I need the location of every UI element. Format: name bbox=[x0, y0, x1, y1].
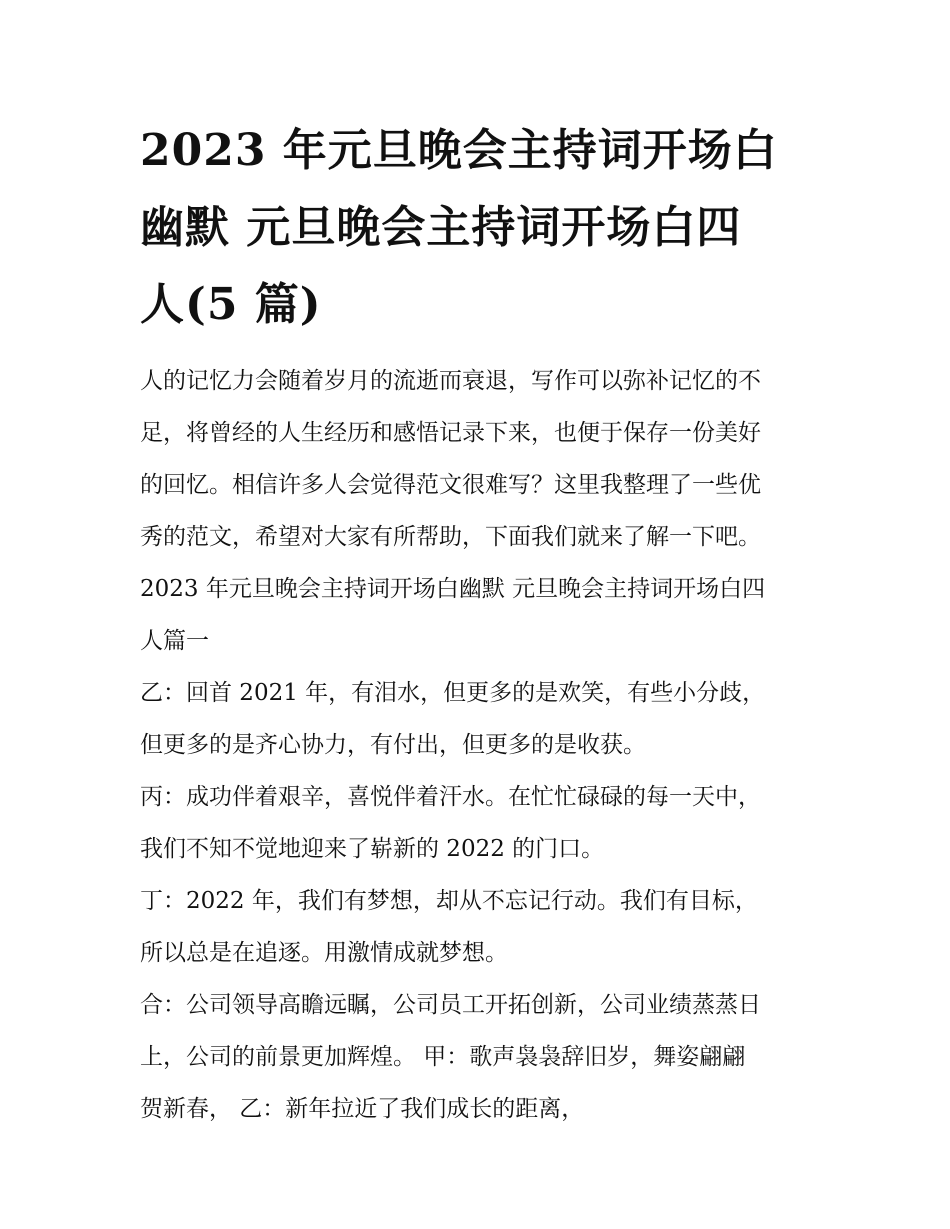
document-title bbox=[140, 112, 820, 343]
text-line: 贺新春， 乙：新年拉近了我们成长的距离， bbox=[140, 1096, 585, 1122]
text-line: 我们不知不觉地迎来了崭新的 2022 的门口。 bbox=[140, 836, 605, 862]
text-line: 合：公司领导高瞻远瞩，公司员工开拓创新，公司业绩蒸蒸日 bbox=[140, 992, 761, 1018]
section-heading bbox=[140, 563, 820, 667]
text-line: 2023 年元旦晚会主持词开场白幽默 元旦晚会主持词开场白四 bbox=[140, 576, 766, 602]
title-line: 人(5 篇) bbox=[140, 279, 322, 330]
text-line: 丙：成功伴着艰辛，喜悦伴着汗水。在忙忙碌碌的每一天中， bbox=[140, 784, 761, 810]
text-line: 所以总是在追逐。用激情成就梦想。 bbox=[140, 940, 508, 966]
text-line: 但更多的是齐心协力，有付出，但更多的是收获。 bbox=[140, 732, 646, 758]
text-line: 人的记忆力会随着岁月的流逝而衰退，写作可以弥补记忆的不 bbox=[140, 368, 761, 394]
title-line: 2023 年元旦晚会主持词开场白 bbox=[140, 125, 778, 176]
speaker-yi-paragraph bbox=[140, 667, 820, 771]
speaker-ding-paragraph bbox=[140, 875, 820, 979]
speaker-bing-paragraph bbox=[140, 771, 820, 875]
text-line: 乙：回首 2021 年，有泪水，但更多的是欢笑，有些小分歧， bbox=[140, 680, 766, 706]
title-line: 幽默 元旦晚会主持词开场白四 bbox=[140, 202, 742, 253]
speaker-he-paragraph bbox=[140, 979, 820, 1135]
text-line: 秀的范文，希望对大家有所帮助，下面我们就来了解一下吧。 bbox=[140, 524, 761, 550]
text-line: 的回忆。相信许多人会觉得范文很难写？这里我整理了一些优 bbox=[140, 472, 761, 498]
text-line: 足，将曾经的人生经历和感悟记录下来，也便于保存一份美好 bbox=[140, 420, 761, 446]
text-line: 丁：2022 年，我们有梦想，却从不忘记行动。我们有目标， bbox=[140, 888, 758, 914]
intro-paragraph bbox=[140, 355, 820, 563]
document-page bbox=[140, 112, 820, 1135]
text-line: 上，公司的前景更加辉煌。 甲：歌声袅袅辞旧岁，舞姿翩翩 bbox=[140, 1044, 746, 1070]
text-line: 人篇一 bbox=[140, 628, 209, 654]
